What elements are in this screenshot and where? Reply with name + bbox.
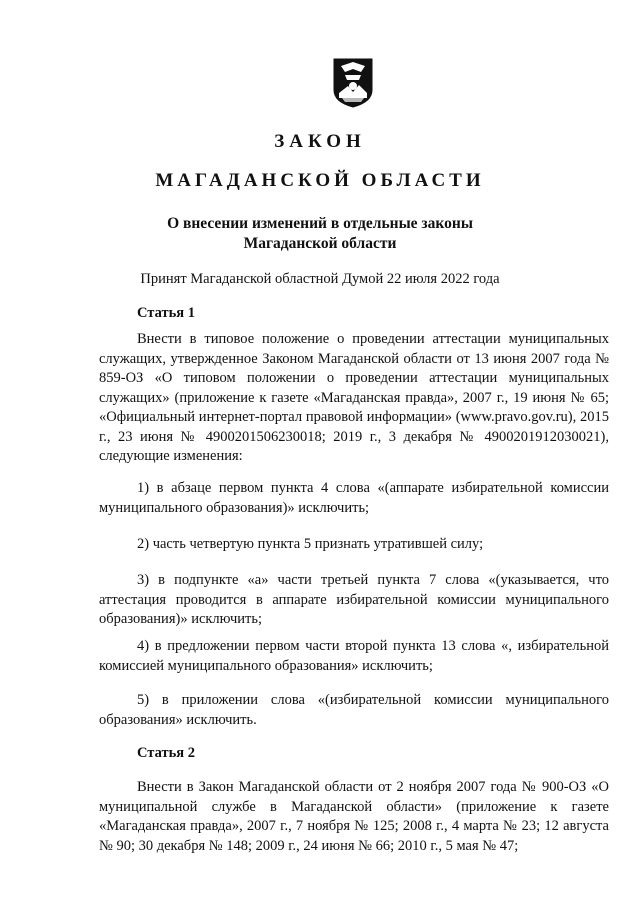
adoption-line: Принят Магаданской областной Думой 22 июля 2022 года bbox=[140, 271, 500, 287]
article-1-item-4: 4) в предложении первом части второй пункта 13 слова «, избирательной комиссией муниципального образования» исключить; bbox=[99, 638, 609, 674]
article-1-item-1: 1) в абзаце первом пункта 4 слова «(аппарате избирательной комиссии муниципального образования)» исключить; bbox=[99, 480, 609, 516]
law-subject bbox=[0, 214, 640, 254]
document-type-title: ЗАКОН bbox=[274, 131, 366, 152]
article-1-heading: Статья 1 bbox=[137, 305, 195, 321]
region-title: МАГАДАНСКОЙ ОБЛАСТИ bbox=[155, 170, 485, 191]
article-1-intro: Внести в типовое положение о проведении аттестации муниципальных служащих, утвержденное Законом Магаданской области от 13 июня 2007 года № 859-ОЗ «О типовом положении о проведении аттестации муниципальных служащих» (приложение к газете «Магаданская правда», 2007 г., 19 июня № 65; «Официальный интернет-портал правовой информации» (www.pravo.gov.ru), 2015 г., 23 июня № 4900201506230018; 2019 г., 3 декабря № 4900201912030021), следующие изменения: bbox=[99, 331, 609, 464]
article-1-item-3: 3) в подпункте «а» части третьей пункта 7 слова «(указывается, что аттестация проводится в аппарате избирательной комиссии муниципального образования)» исключить; bbox=[99, 572, 609, 627]
article-2-intro: Внести в Закон Магаданской области от 2 ноября 2007 года № 900-ОЗ «О муниципальной службе в Магаданской области» (приложение к газете «Магаданская правда», 2007 г., 7 ноября № 125; 2008 г., 4 марта № 23; 12 августа № 90; 30 декабря № 148; 2009 г., 24 июня № 66; 2010 г., 5 мая № 47; bbox=[99, 779, 609, 854]
law-subject-line-1: О внесении изменений в отдельные законы bbox=[167, 215, 473, 232]
coat-of-arms-icon bbox=[333, 58, 373, 108]
article-1-item-5: 5) в приложении слова «(избирательной комиссии муниципального образования» исключить. bbox=[99, 692, 609, 728]
law-subject-line-2: Магаданской области bbox=[243, 235, 397, 252]
article-1-item-2: 2) часть четвертую пункта 5 признать утратившей силу; bbox=[137, 536, 484, 552]
article-2-heading: Статья 2 bbox=[137, 745, 195, 761]
